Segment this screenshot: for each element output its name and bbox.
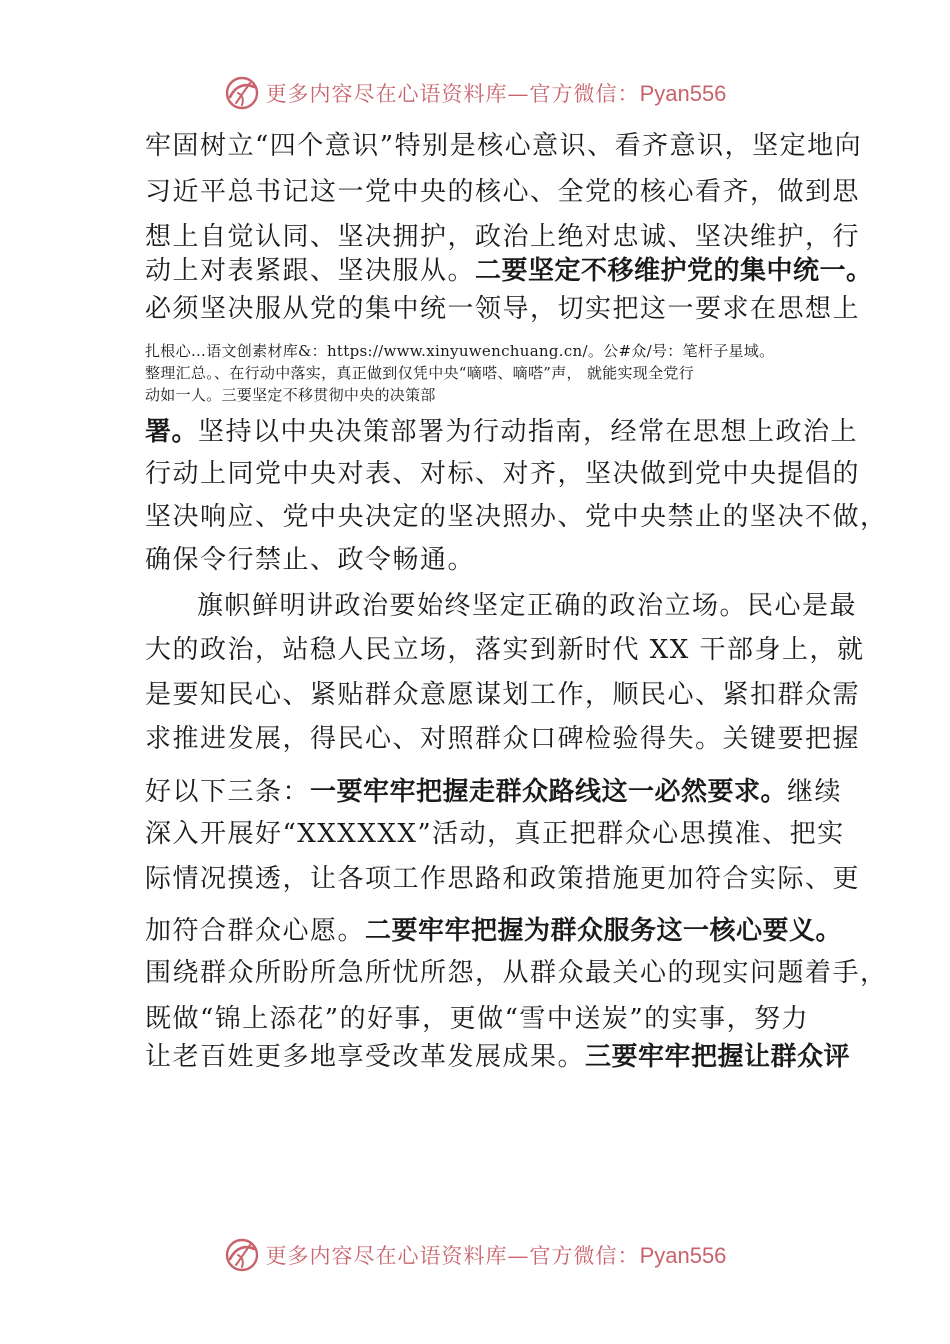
text-run: 让老百姓更多地享受改革发展成果。	[145, 1042, 586, 1072]
text-line: 坚决响应、党中央决定的坚决照办、党中央禁止的坚决不做，	[145, 502, 888, 532]
small-text-line: 扎根心…语文创素材库&：https://www.xinyuwenchuang.cn/。公#众/号：笔杆子星域。	[145, 342, 775, 360]
text-line: 旗帜鲜明讲政治要始终坚定正确的政治立场。民心是最	[197, 591, 858, 621]
text-line	[145, 415, 859, 449]
text-line: 求推进发展，得民心、对照群众口碑检验得失。关键要把握	[145, 724, 861, 754]
text-run: 好以下三条：	[145, 777, 311, 807]
text-line: 习近平总书记这一党中央的核心、全党的核心看齐，做到思	[145, 177, 861, 207]
header-banner	[0, 71, 950, 115]
small-text-line: 整理汇总。、在行动中落实，真正做到仅凭中央“嘀嗒、嘀嗒”声， 就能实现全党行	[145, 364, 695, 382]
text-run: 坚持以中央决策部署为行动指南，经常在思想上政治上	[198, 417, 859, 447]
footer-banner-text: 更多内容尽在心语资料库—官方微信：Pyan556	[265, 1243, 727, 1268]
text-run: 继续	[787, 777, 843, 807]
text-line: 是要知民心、紧贴群众意愿谋划工作，顺民心、紧扣群众需	[145, 680, 861, 710]
text-line: 围绕群众所盼所急所忧所怨，从群众最关心的现实问题着手，	[145, 958, 888, 988]
text-line: 必须坚决服从党的集中统一领导，切实把这一要求在思想上	[145, 294, 861, 324]
header-banner-text: 更多内容尽在心语资料库—官方微信：Pyan556	[265, 81, 727, 106]
text-line: 深入开展好“XXXXXX”活动，真正把群众心思摸准、把实	[145, 819, 845, 849]
text-line: 牢固树立“四个意识”特别是核心意识、看齐意识，坚定地向	[145, 131, 863, 161]
footer-banner	[0, 1233, 950, 1277]
text-line	[145, 254, 873, 288]
bold-heading: 一要牢牢把握走群众路线这一必然要求。	[310, 777, 788, 807]
text-line	[145, 1040, 851, 1074]
footer-wechat-id: Pyan556	[639, 1243, 727, 1268]
text-line: 想上自觉认同、坚决拥护，政治上绝对忠诚、坚决维护，行	[145, 222, 861, 252]
bold-heading: 三要牢牢把握让群众评	[585, 1042, 851, 1072]
text-line: 既做“锦上添花”的好事，更做“雪中送炭”的实事，努力	[145, 1004, 810, 1034]
bold-heading: 二要牢牢把握为群众服务这一核心要义。	[365, 916, 843, 946]
text-line: 际情况摸透，让各项工作思路和政策措施更加符合实际、更	[145, 864, 861, 894]
bold-heading: 二要坚定不移维护党的集中统一。	[475, 256, 873, 286]
logo-icon	[224, 75, 260, 111]
bold-heading: 署。	[145, 417, 199, 447]
text-line: 确保令行禁止、政令畅通。	[145, 545, 476, 575]
text-run: 动上对表紧跟、坚决服从。	[145, 256, 476, 286]
text-run: 加符合群众心愿。	[145, 916, 366, 946]
text-line: 行动上同党中央对表、对标、对齐，坚决做到党中央提倡的	[145, 459, 861, 489]
logo-icon	[224, 1237, 260, 1273]
header-wechat-id: Pyan556	[639, 81, 727, 106]
text-line: 大的政治，站稳人民立场，落实到新时代 XX 干部身上，就	[145, 635, 865, 665]
text-line	[145, 914, 843, 948]
small-text-line: 动如一人。三要坚定不移贯彻中央的决策部	[145, 386, 436, 404]
text-line	[145, 775, 843, 809]
